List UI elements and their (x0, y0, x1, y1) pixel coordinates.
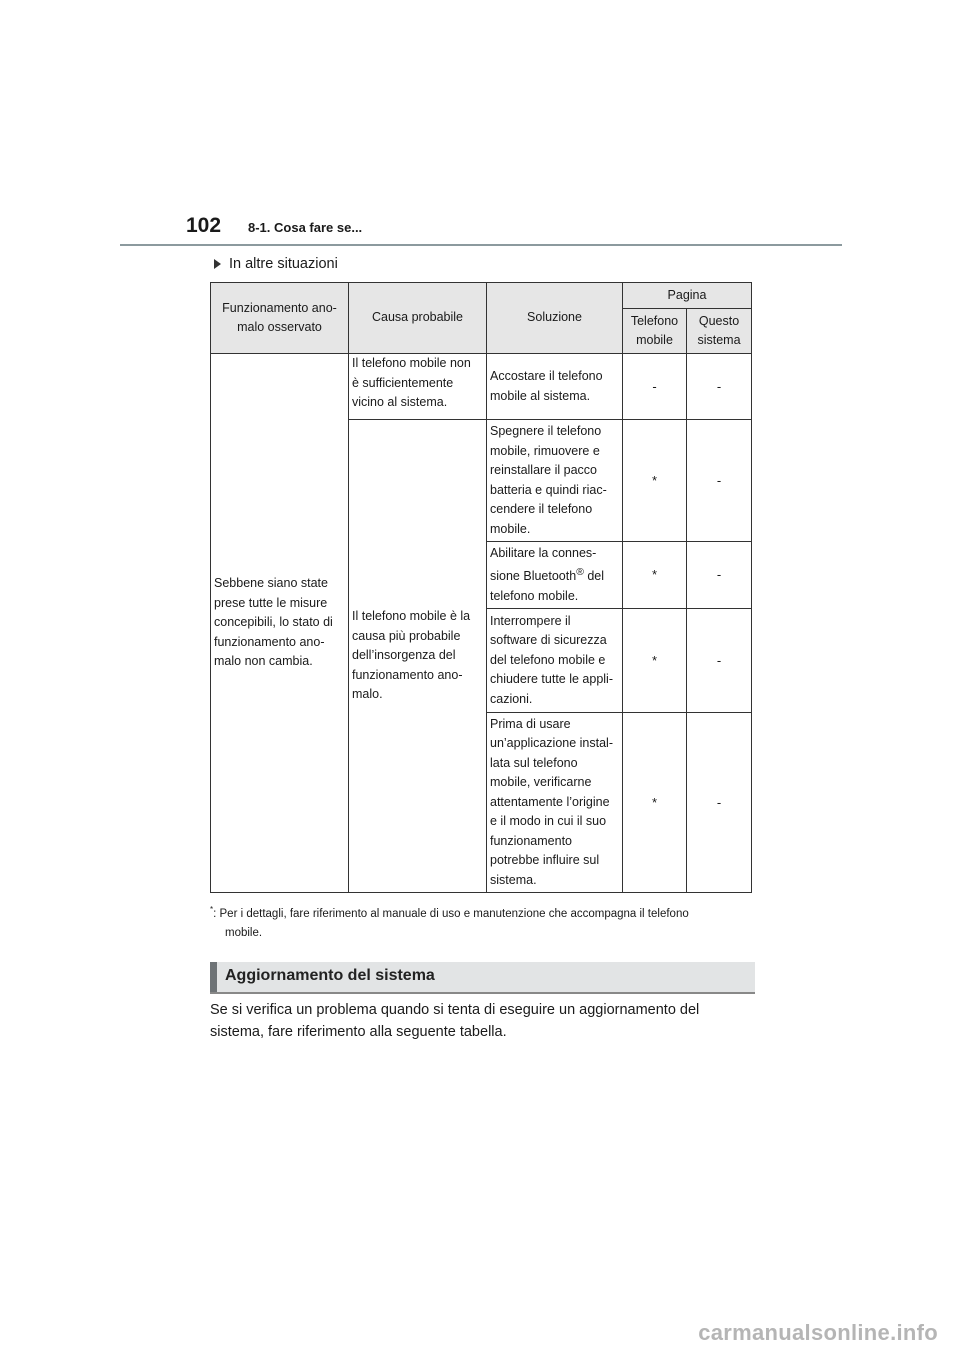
subheading-text: In altre situazioni (229, 256, 338, 272)
solution-line: Accostare il telefono (490, 369, 603, 383)
section-reference: 8-1. Cosa fare se... (248, 220, 363, 235)
solution-line: software di sicurezza (490, 633, 607, 648)
solution-line: sistema. (490, 872, 537, 887)
header-phone (623, 309, 687, 354)
subheading (214, 256, 338, 272)
table-row (211, 354, 752, 420)
header-solution: Soluzione (487, 283, 623, 354)
cause-line: funzionamento ano- (352, 667, 463, 682)
cause-cell (349, 420, 487, 893)
header-system-line: sistema (697, 333, 741, 347)
solution-cell (487, 713, 623, 893)
phone-page-cell: * (623, 420, 687, 542)
footnote-text: : Per i dettagli, fare riferimento al manuale di uso e manutenzione che accompagna il telefono (213, 907, 689, 920)
solution-cell (487, 420, 623, 542)
cause-line: è sufficientemente (352, 375, 454, 390)
solution-line: reinstallare il pacco (490, 463, 597, 477)
solution-line: cazioni. (490, 691, 533, 706)
system-page-cell: - (687, 713, 752, 893)
solution-line (490, 563, 619, 587)
symptom-line: funzionamento ano- (214, 634, 325, 649)
section-heading-bar (210, 962, 755, 994)
solution-text: sione Bluetooth (490, 569, 577, 584)
solution-line: batteria e quindi riac- (490, 482, 607, 497)
header-divider (120, 244, 842, 246)
footnote-line (210, 900, 755, 924)
symptom-line: prese tutte le misure (214, 595, 328, 610)
cause-line: causa più probabile (352, 628, 461, 643)
system-page-cell: - (687, 542, 752, 609)
phone-page-cell: - (623, 354, 687, 420)
solution-line: chiudere tutte le appli- (490, 672, 613, 687)
header-symptom (211, 283, 349, 354)
troubleshooting-table (210, 282, 752, 893)
solution-line: mobile al sistema. (490, 388, 591, 403)
solution-line: e il modo in cui il suo (490, 814, 607, 829)
cause-line: malo. (352, 687, 383, 702)
header-phone-line: mobile (636, 333, 673, 347)
header-system (687, 309, 752, 354)
solution-line: potrebbe influire sul (490, 853, 600, 868)
header-cause: Causa probabile (349, 283, 487, 354)
header-system-line: Questo (698, 313, 740, 328)
symptom-line: Sebbene siano state (214, 576, 328, 591)
solution-line: un’applicazione instal- (490, 736, 613, 751)
cause-line: Il telefono mobile non (352, 356, 471, 370)
body-line: sistema, fare riferimento alla seguente tabella. (210, 1024, 507, 1040)
solution-line: mobile. (490, 521, 531, 536)
watermark: carmanualsonline.info (698, 1320, 938, 1345)
solution-text: del (583, 569, 605, 584)
symptom-line: concepibili, lo stato di (214, 615, 333, 630)
cause-line: vicino al sistema. (352, 395, 448, 409)
footnote-line: mobile. (225, 926, 263, 939)
phone-page-cell: * (623, 713, 687, 893)
body-paragraph (210, 999, 755, 1043)
page-number: 102 (186, 214, 222, 237)
footnote (210, 900, 755, 943)
solution-line: cendere il telefono (490, 502, 593, 516)
solution-cell (487, 609, 623, 713)
solution-line: Abilitare la connes- (490, 545, 597, 560)
solution-line: Spegnere il telefono (490, 424, 602, 438)
section-accent (210, 962, 217, 992)
cause-line: Il telefono mobile è la (352, 609, 471, 624)
solution-line: mobile, rimuovere e (490, 443, 600, 458)
solution-line: mobile, verificarne (490, 775, 592, 790)
system-page-cell: - (687, 354, 752, 420)
body-line: Se si verifica un problema quando si tenta di eseguire un aggiornamento del (210, 1002, 700, 1018)
symptom-line: malo non cambia. (214, 654, 313, 669)
header-phone-line: Telefono (630, 313, 679, 328)
cause-line: dell’insorgenza del (352, 648, 456, 663)
header-page: Pagina (623, 283, 752, 309)
triangle-right-icon (214, 259, 221, 269)
solution-cell (487, 354, 623, 420)
solution-line: del telefono mobile e (490, 652, 606, 667)
phone-page-cell: * (623, 542, 687, 609)
system-page-cell: - (687, 420, 752, 542)
section-title: Aggiornamento del sistema (225, 967, 435, 984)
solution-line: telefono mobile. (490, 588, 579, 603)
solution-line: Interrompere il (490, 613, 571, 628)
registered-mark: ® (576, 567, 584, 579)
solution-line: attentamente l’origine (490, 794, 610, 809)
header-symptom-line: Funzionamento ano- (222, 300, 337, 315)
symptom-cell (211, 354, 349, 893)
cause-cell (349, 354, 487, 420)
system-page-cell: - (687, 609, 752, 713)
footnote-mark: * (210, 905, 214, 914)
solution-line: funzionamento (490, 833, 573, 848)
solution-line: Prima di usare (490, 716, 571, 731)
header-symptom-line: malo osservato (237, 320, 322, 334)
phone-page-cell: * (623, 609, 687, 713)
solution-line: lata sul telefono (490, 755, 578, 770)
solution-cell (487, 542, 623, 609)
